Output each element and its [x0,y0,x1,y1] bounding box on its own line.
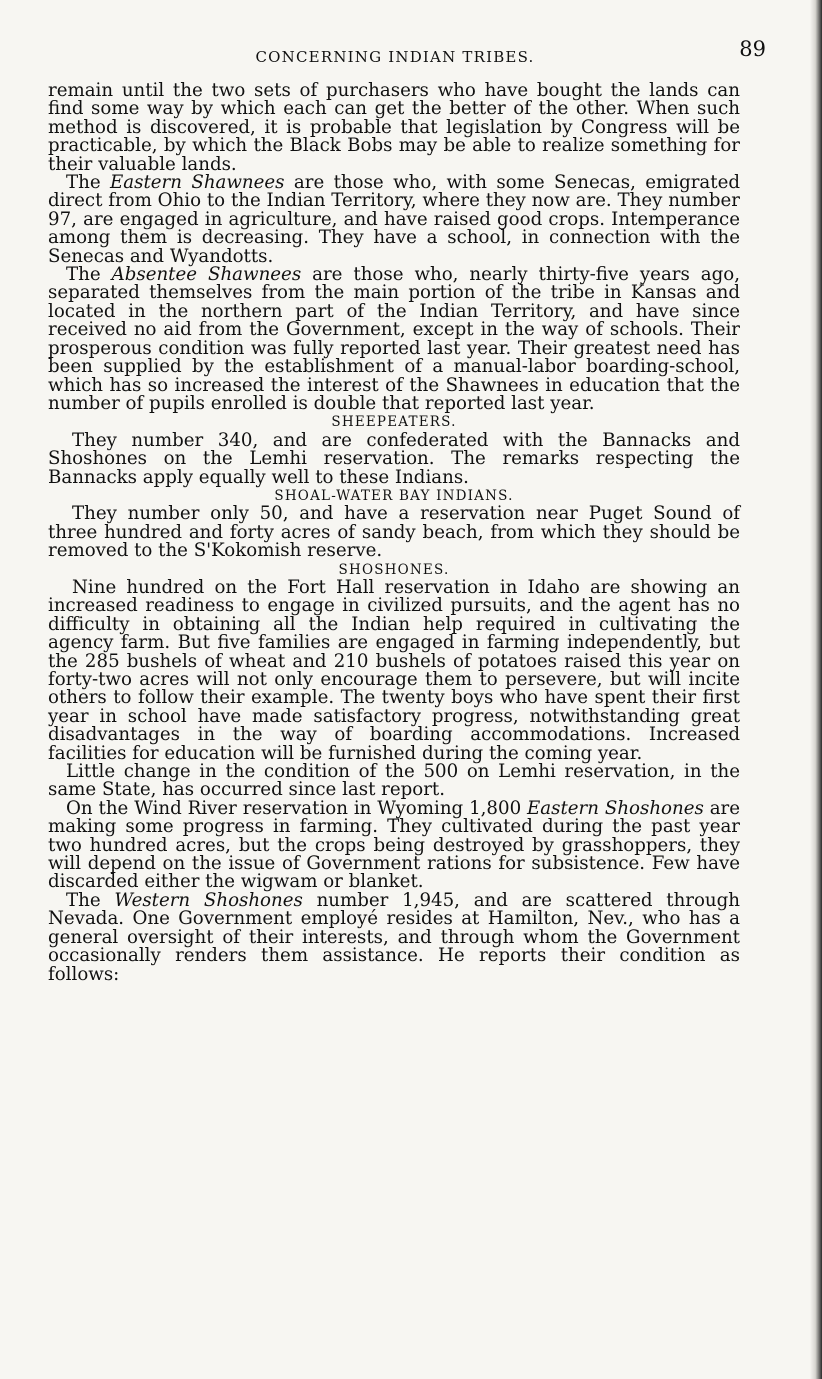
paragraph-black-bobs: remain until the two sets of purchasers who have bought the lands can find some way by which each can get the better of the other. When such method is discovered, it is probable that legislation by Congress will be practicable, by which the Black Bobs may be able to realize something for their valuable lands. [48,80,740,175]
paragraph-western-shoshones [48,889,741,985]
paragraph-text: The [66,264,112,286]
tribe-name-italic: Eastern Shawnees [110,172,285,194]
paragraph-eastern-shawnees [48,174,740,266]
paragraph-text: The [66,889,115,911]
body-text [48,82,740,984]
paragraph-text: are making some progress in farming. They cultivated during the past year two hundred acres, but the crops being destroyed by grasshoppers, they will depend on the issue of Government rations for subsistence. Few have discarded either the wigwam or blanket. [48,797,740,893]
tribe-name-italic: Western Shoshones [114,889,303,911]
paragraph-text: are those who, nearly thirty-five years ago, separated themselves from the main portion of the tribe in Kansas and located in the northern part of the Indian Territory, and have since received no aid from the Government, except in the way of schools. Their prosperous condition was fully reported last year. Their greatest need has been supplied by the establishment of a manual-labor boarding-school, which has so increased the interest of the Shawnees in education that the number of pupils enrolled is double that reported last year. [48,264,741,414]
tribe-name-italic: Absentee Shawnees [111,264,302,286]
paragraph-sheepeaters: They number 340, and are confederated with the Bannacks and Shoshones on the Lemhi reservation. The remarks respecting the Bannacks apply equally well to these Indians. [48,429,740,488]
section-heading-shoshones: SHOSHONES. [338,561,450,578]
tribe-name-italic: Eastern Shoshones [527,797,704,819]
paragraph-shoal-water-bay: They number only 50, and have a reservation near Puget Sound of three hundred and forty acres of sandy beach, from which they should be removed to the S'Kokomish reserve. [48,503,740,562]
running-head: CONCERNING INDIAN TRIBES. [255,48,535,66]
page-header [0,37,822,68]
section-heading-shoal-water-bay: SHOAL-WATER BAY INDIANS. [274,487,514,504]
page-edge-shadow [810,0,822,1379]
paragraph-lemhi: Little change in the condition of the 500 on Lemhi reservation, in the same State, has occurred since last report. [48,761,740,801]
page-number: 89 [739,37,766,61]
paragraph-text: The [66,172,111,194]
paragraph-absentee-shawnees [48,266,740,413]
paragraph-text: number 1,945, and are scattered through Nevada. One Government employé resides at Hamilton, Nev., who has a general oversight of their interests, and through whom the Government occasionally renders them assistance. He reports their condition as follows: [48,889,741,985]
paragraph-text: are those who, with some Senecas, emigrated direct from Ohio to the Indian Territory, where they now are. They number 97, are engaged in agriculture, and have raised good crops. Intemperance among them is decreasing. They have a school, in connection with the Senecas and Wyandotts. [48,172,740,267]
section-heading-sheepeaters: SHEEPEATERS. [331,414,457,431]
paragraph-text: On the Wind River reservation in Wyoming 1,800 [66,797,528,819]
paragraph-fort-hall: Nine hundred on the Fort Hall reservation in Idaho are showing an increased readiness to engage in civilized pursuits, and the agent has no difficulty in obtaining all the Indian help required in cultivating the agency farm. But five families are engaged in farming independently, but the 285 bushels of wheat and 210 bushels of potatoes raised this year on forty-two acres will not only encourage them to persevere, but will incite others to follow their example. The twenty boys who have spent their first year in school have made satisfactory progress, notwithstanding great disadvantages in the way of boarding accommodations. Increased facilities for education will be furnished during the coming year. [48,576,740,764]
paragraph-wind-river [48,797,740,893]
